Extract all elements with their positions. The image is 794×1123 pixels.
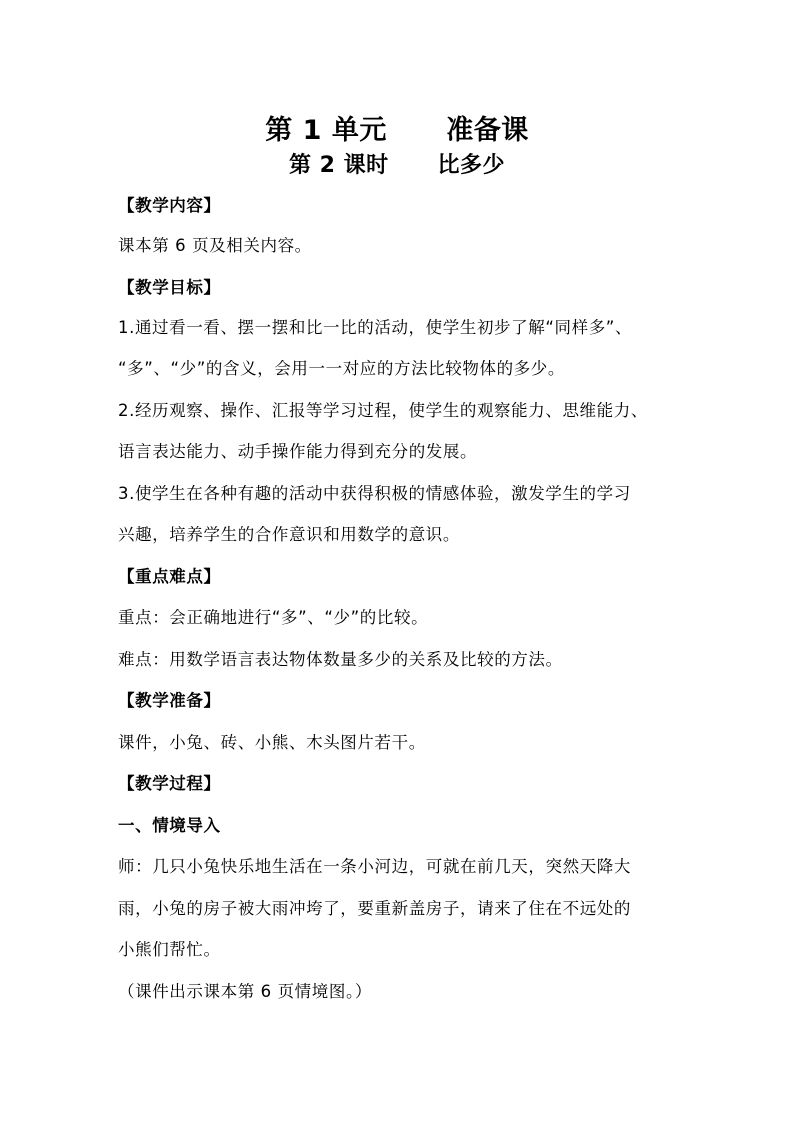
goal-3-line-2: 兴趣，培养学生的合作意识和用数学的意识。 — [118, 525, 460, 544]
lesson-title: 第 2 课时 比多少 — [288, 153, 506, 178]
key-point-text: 重点：会正确地进行“多”、“少”的比较。 — [118, 608, 429, 627]
teaching-preparation-heading: 【教学准备】 — [118, 691, 221, 710]
teaching-preparation-text: 课件，小兔、砖、小熊、木头图片若干。 — [118, 733, 426, 752]
teaching-process-heading: 【教学过程】 — [118, 774, 221, 793]
teacher-line-1: 师：几只小兔快乐地生活在一条小河边，可就在前几天，突然天降大 — [118, 857, 631, 876]
step-1-heading: 一、情境导入 — [118, 816, 221, 835]
unit-title: 第 1 单元 准备课 — [265, 115, 529, 146]
teaching-content-heading: 【教学内容】 — [118, 196, 221, 215]
key-points-heading: 【重点难点】 — [118, 567, 221, 586]
teacher-line-2: 雨，小兔的房子被大雨冲垮了，要重新盖房子，请来了住在不远处的 — [118, 899, 631, 918]
goal-1-line-1: 1.通过看一看、摆一摆和比一比的活动，使学生初步了解“同样多”、 — [118, 318, 633, 337]
goal-3-line-1: 3.使学生在各种有趣的活动中获得积极的情感体验，激发学生的学习 — [118, 484, 631, 503]
difficult-point-text: 难点：用数学语言表达物体数量多少的关系及比较的方法。 — [118, 650, 563, 669]
goal-2-line-1: 2.经历观察、操作、汇报等学习过程，使学生的观察能力、思维能力、 — [118, 401, 648, 420]
courseware-note: （课件出示课本第 6 页情境图。） — [118, 982, 372, 1001]
teacher-line-3: 小熊们帮忙。 — [118, 940, 221, 959]
teaching-goals-heading: 【教学目标】 — [118, 278, 221, 297]
teaching-content-text: 课本第 6 页及相关内容。 — [118, 236, 312, 255]
goal-1-line-2: “多”、“少”的含义，会用一一对应的方法比较物体的多少。 — [118, 359, 565, 378]
goal-2-line-2: 语言表达能力、动手操作能力得到充分的发展。 — [118, 442, 478, 461]
